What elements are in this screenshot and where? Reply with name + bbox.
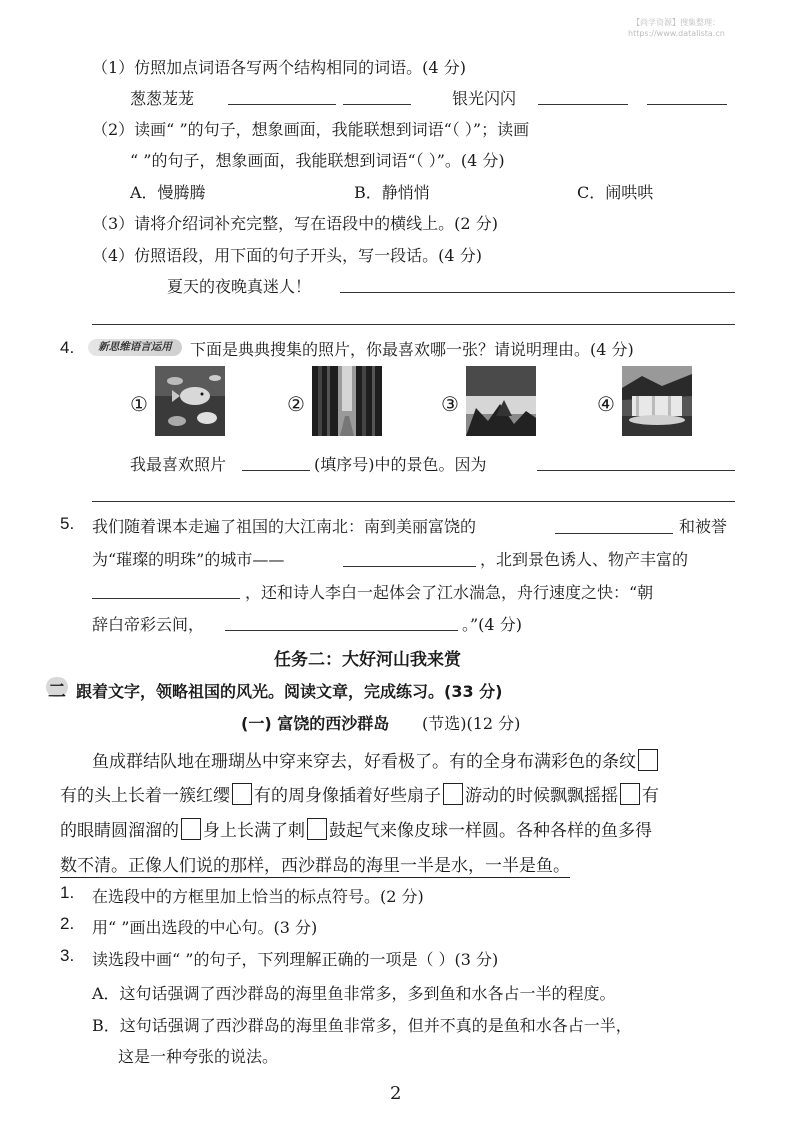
answer-line[interactable] [242, 470, 310, 471]
answer-line[interactable] [538, 104, 628, 105]
q5-line4-a: 辞白帝彩云间， [92, 615, 205, 634]
passage-line3 [60, 816, 652, 841]
q3-part2-line1: （2）读画“ ”的句子，想象画面，我能联想到词语“（ ）”；读画 [92, 120, 530, 139]
passage-line3-a: 的眼睛圆溜溜的 [60, 821, 179, 841]
q3-part1-example1: 葱葱茏茏 [130, 89, 195, 108]
answer-line[interactable] [228, 104, 336, 105]
q5-line1-b: 和被誉 [679, 517, 728, 536]
answer-line[interactable] [92, 324, 735, 325]
passage-line2-b: 有的周身像插着好些扇子 [254, 786, 441, 806]
q4-number: 4. [60, 338, 75, 357]
passage-line3-b: 身上长满了刺 [203, 821, 305, 841]
waterfall-image [622, 366, 692, 436]
answer-line[interactable] [537, 470, 735, 471]
punctuation-box[interactable] [307, 818, 327, 840]
q3-part2-option-a[interactable]: A．慢腾腾 [130, 183, 206, 202]
new-thinking-badge: 新思维语言运用 [88, 339, 182, 356]
q4-text: 下面是典典搜集的照片，你最喜欢哪一张？请说明理由。(4 分) [190, 340, 634, 359]
q3-part4-text: （4）仿照语段，用下面的句子开头，写一段话。(4 分) [92, 246, 482, 265]
mountain-image [466, 366, 536, 436]
passage-line3-c: 鼓起气来像皮球一样圆。各种各样的鱼多得 [329, 821, 652, 841]
fish-image [155, 366, 225, 436]
q5-line2-b: ，北到景色诱人、物产丰富的 [480, 550, 689, 569]
q4-answer-part2: (填序号)中的景色。因为 [314, 455, 487, 474]
answer-line[interactable] [225, 630, 458, 631]
photo-label-4: ④ [597, 392, 615, 416]
question2-text: 用“ ”画出选段的中心句。(3 分) [92, 918, 318, 937]
q3-part1-text: （1）仿照加点词语各写两个结构相同的词语。(4 分) [92, 58, 466, 77]
q5-line2-a: 为“璀璨的明珠”的城市—— [92, 550, 285, 569]
passage-line1 [92, 747, 660, 772]
answer-line[interactable] [340, 292, 735, 293]
passage-line2-a: 有的头上长着一簇红缨 [60, 786, 230, 806]
photo-label-2: ② [287, 392, 305, 416]
q3-part3-text: （3）请将介绍词补充完整，写在语段中的横线上。(2 分) [92, 214, 498, 233]
answer-line[interactable] [343, 104, 411, 105]
forest-image [312, 366, 382, 436]
section2-subtitle-note: (节选)(12 分) [422, 714, 521, 733]
q3-part2-line2: “ ”的句子，想象画面，我能联想到词语“（ ）”。(4 分) [130, 151, 505, 170]
question2-number: 2. [60, 914, 75, 933]
q3-part1-example2: 银光闪闪 [452, 89, 517, 108]
passage-line2 [60, 781, 659, 806]
answer-line[interactable] [92, 598, 240, 599]
q5-line1-a: 我们随着课本走遍了祖国的大江南北：南到美丽富饶的 [92, 517, 477, 536]
q3-part4-start: 夏天的夜晚真迷人！ [167, 277, 312, 296]
photo-mountains[interactable] [466, 366, 536, 436]
punctuation-box[interactable] [232, 783, 252, 805]
passage-line4: 数不清。正像人们说的那样，西沙群岛的海里一半是水，一半是鱼。 [60, 851, 570, 878]
answer-line[interactable] [92, 501, 735, 502]
answer-line[interactable] [555, 533, 673, 534]
punctuation-box[interactable] [638, 749, 658, 771]
question3-option-b-line2[interactable]: 这是一种夸张的说法。 [118, 1047, 279, 1066]
photo-fish[interactable] [155, 366, 225, 436]
q5-line4-b: 。”(4 分) [462, 615, 522, 634]
watermark-source: 【尚学资源】搜集整理： [632, 18, 720, 27]
punctuation-box[interactable] [181, 818, 201, 840]
photo-label-3: ③ [441, 392, 459, 416]
photo-label-1: ① [130, 392, 148, 416]
section2-subtitle: (一) 富饶的西沙群岛 [241, 714, 390, 733]
passage-line2-d: 有 [642, 786, 659, 806]
q3-part2-option-c[interactable]: C．闹哄哄 [577, 183, 654, 202]
answer-line[interactable] [343, 566, 476, 567]
punctuation-box[interactable] [443, 783, 463, 805]
section-number: 二 [48, 681, 66, 702]
question3-option-a[interactable]: A．这句话强调了西沙群岛的海里鱼非常多，多到鱼和水各占一半的程度。 [92, 984, 616, 1003]
punctuation-box[interactable] [620, 783, 640, 805]
question3-option-b-line1[interactable]: B．这句话强调了西沙群岛的海里鱼非常多，但并不真的是鱼和水各占一半， [92, 1016, 632, 1035]
task2-title: 任务二：大好河山我来赏 [274, 650, 461, 670]
passage-line2-c: 游动的时候飘飘摇摇 [465, 786, 618, 806]
q4-answer-part1: 我最喜欢照片 [130, 455, 227, 474]
section2-instruction: 跟着文字，领略祖国的风光。阅读文章，完成练习。(33 分) [76, 682, 503, 701]
q5-line3: ，还和诗人李白一起体会了江水湍急，舟行速度之快：“朝 [245, 583, 654, 602]
question1-text: 在选段中的方框里加上恰当的标点符号。(2 分) [92, 887, 424, 906]
q5-number: 5. [60, 514, 75, 533]
q3-part2-option-b[interactable]: B．静悄悄 [354, 183, 430, 202]
question3-number: 3. [60, 946, 75, 965]
passage-line1-text: 鱼成群结队地在珊瑚丛中穿来穿去，好看极了。有的全身布满彩色的条纹 [92, 752, 636, 772]
photo-forest[interactable] [312, 366, 382, 436]
answer-line[interactable] [647, 104, 727, 105]
watermark-url: https://www.datalista.cn [628, 29, 725, 38]
question3-text: 读选段中画“ ”的句子，下列理解正确的一项是（ ）(3 分) [92, 950, 499, 969]
page-number: 2 [390, 1083, 402, 1104]
photo-waterfall[interactable] [622, 366, 692, 436]
question1-number: 1. [60, 883, 75, 902]
